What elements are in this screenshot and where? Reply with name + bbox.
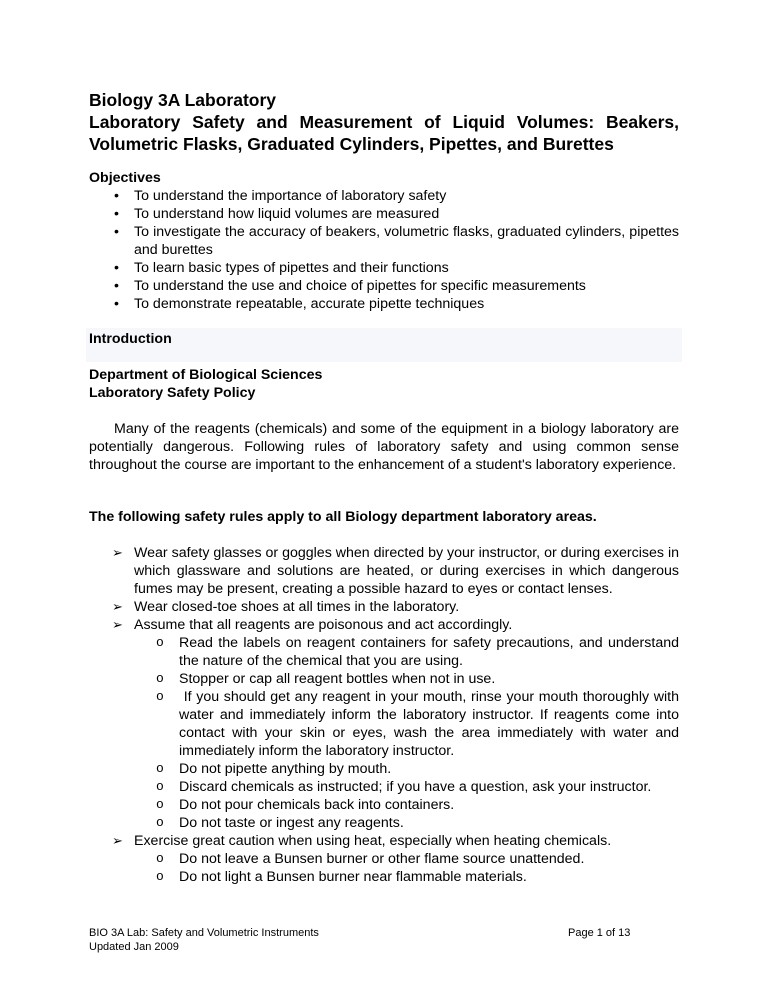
circle-bullet-icon: o bbox=[156, 761, 164, 776]
safety-rules-list bbox=[89, 544, 683, 886]
rule-item: ➢ Assume that all reagents are poisonous and act accordingly. o Read the labels on reagent containers for safety precautions, and understand the nature of the chemical that you are using. o Stopper or cap all reagent bottles when not in use. o If you should get any reagent in your mouth, rinse your mouth thoroughly with water and immediately inform the laboratory instructor. If reagents come into contact with your skin or eyes, wash the area immediately with water and immediately inform the laboratory instructor. o Do not pipette anything by mouth. o Discard chemicals as instructed; if you have a question, ask your instructor. o Do not pour chemicals back into containers. o Do not taste or ingest any reagents. bbox=[112, 617, 683, 831]
arrow-bullet-icon: ➢ bbox=[112, 545, 123, 560]
bullet-icon: • bbox=[114, 206, 119, 222]
course-title: Biology 3A Laboratory bbox=[89, 90, 277, 110]
objective-item: • To understand the use and choice of pipettes for specific measurements bbox=[114, 278, 586, 294]
bullet-icon: • bbox=[114, 278, 119, 294]
objective-item: • To learn basic types of pipettes and their functions bbox=[114, 260, 449, 276]
introduction-band bbox=[86, 328, 682, 362]
arrow-bullet-icon: ➢ bbox=[112, 833, 123, 848]
intro-paragraph: Many of the reagents (chemicals) and some of the equipment in a biology laboratory are potentially dangerous. Following rules of laboratory safety and using common sense throughout the course are important to the enhancement of a student's laboratory experience. bbox=[89, 421, 679, 473]
bullet-icon: • bbox=[114, 224, 119, 240]
circle-bullet-icon: o bbox=[156, 635, 164, 650]
circle-bullet-icon: o bbox=[156, 671, 164, 686]
introduction-heading: Introduction bbox=[89, 331, 172, 347]
sub-rule-item: o If you should get any reagent in your mouth, rinse your mouth thoroughly with water and immediately inform the laboratory instructor. If reagents come into contact with your skin or eyes, wash the area immediately with water and immediately inform the laboratory instructor. bbox=[156, 689, 683, 759]
sub-rule-item: o Do not pour chemicals back into containers. bbox=[156, 797, 455, 813]
sub-rule-item: o Do not taste or ingest any reagents. bbox=[156, 815, 404, 831]
sub-rule-item: o Read the labels on reagent containers for safety precautions, and understand the nature of the chemical that you are using. bbox=[156, 635, 679, 669]
bullet-icon: • bbox=[114, 188, 119, 204]
rule-item: ➢ Exercise great caution when using heat, especially when heating chemicals. o Do not leave a Bunsen burner or other flame source unattended. o Do not light a Bunsen burner near flammable materials. bbox=[89, 832, 679, 886]
policy-name: Laboratory Safety Policy bbox=[89, 385, 256, 401]
rule-item: ➢ Wear safety glasses or goggles when directed by your instructor, or during exercises in which glassware and solutions are heated, or during exercises in which dangerous fumes may be present, creating a possible hazard to eyes or contact lenses. bbox=[112, 545, 679, 597]
circle-bullet-icon: o bbox=[156, 689, 164, 704]
circle-bullet-icon: o bbox=[156, 869, 164, 884]
circle-bullet-icon: o bbox=[156, 815, 164, 830]
objective-item: • To understand the importance of laboratory safety bbox=[114, 188, 447, 204]
page-number: Page 1 of 13 bbox=[568, 927, 631, 939]
sub-rule-item: o Do not light a Bunsen burner near flammable materials. bbox=[156, 869, 527, 885]
circle-bullet-icon: o bbox=[156, 779, 164, 794]
circle-bullet-icon: o bbox=[156, 797, 164, 812]
objective-item: • To understand how liquid volumes are measured bbox=[114, 206, 440, 222]
rules-heading: The following safety rules apply to all Biology department laboratory areas. bbox=[89, 509, 597, 525]
sub-rule-item: o Do not pipette anything by mouth. bbox=[156, 761, 392, 777]
arrow-bullet-icon: ➢ bbox=[112, 617, 123, 632]
bullet-icon: • bbox=[114, 260, 119, 276]
rule-sublist bbox=[134, 634, 683, 832]
document-title bbox=[89, 89, 679, 155]
footer-left bbox=[89, 926, 319, 954]
objectives-heading: Objectives bbox=[89, 170, 161, 186]
bullet-icon: • bbox=[114, 296, 119, 312]
sub-rule-item: o Do not leave a Bunsen burner or other flame source unattended. bbox=[156, 851, 585, 867]
rule-sublist bbox=[134, 850, 679, 886]
objective-item: • To demonstrate repeatable, accurate pipette techniques bbox=[114, 296, 485, 312]
rule-item: ➢ Wear closed-toe shoes at all times in the laboratory. bbox=[112, 599, 460, 615]
sub-rule-item: o Discard chemicals as instructed; if you have a question, ask your instructor. bbox=[156, 779, 652, 795]
footer-updated-date: Updated Jan 2009 bbox=[89, 941, 179, 953]
sub-rule-item: o Stopper or cap all reagent bottles when not in use. bbox=[156, 671, 496, 687]
arrow-bullet-icon: ➢ bbox=[112, 599, 123, 614]
department-name: Department of Biological Sciences bbox=[89, 367, 323, 383]
objective-item: • To investigate the accuracy of beakers, volumetric flasks, graduated cylinders, pipettes and burettes bbox=[114, 224, 679, 258]
objectives-list bbox=[89, 187, 679, 313]
lab-title: Laboratory Safety and Measurement of Liquid Volumes: Beakers, Volumetric Flasks, Graduated Cylinders, Pipettes, and Burettes bbox=[89, 112, 679, 154]
footer-document-name: BIO 3A Lab: Safety and Volumetric Instruments bbox=[89, 927, 319, 939]
circle-bullet-icon: o bbox=[156, 851, 164, 866]
department-heading bbox=[89, 366, 322, 402]
